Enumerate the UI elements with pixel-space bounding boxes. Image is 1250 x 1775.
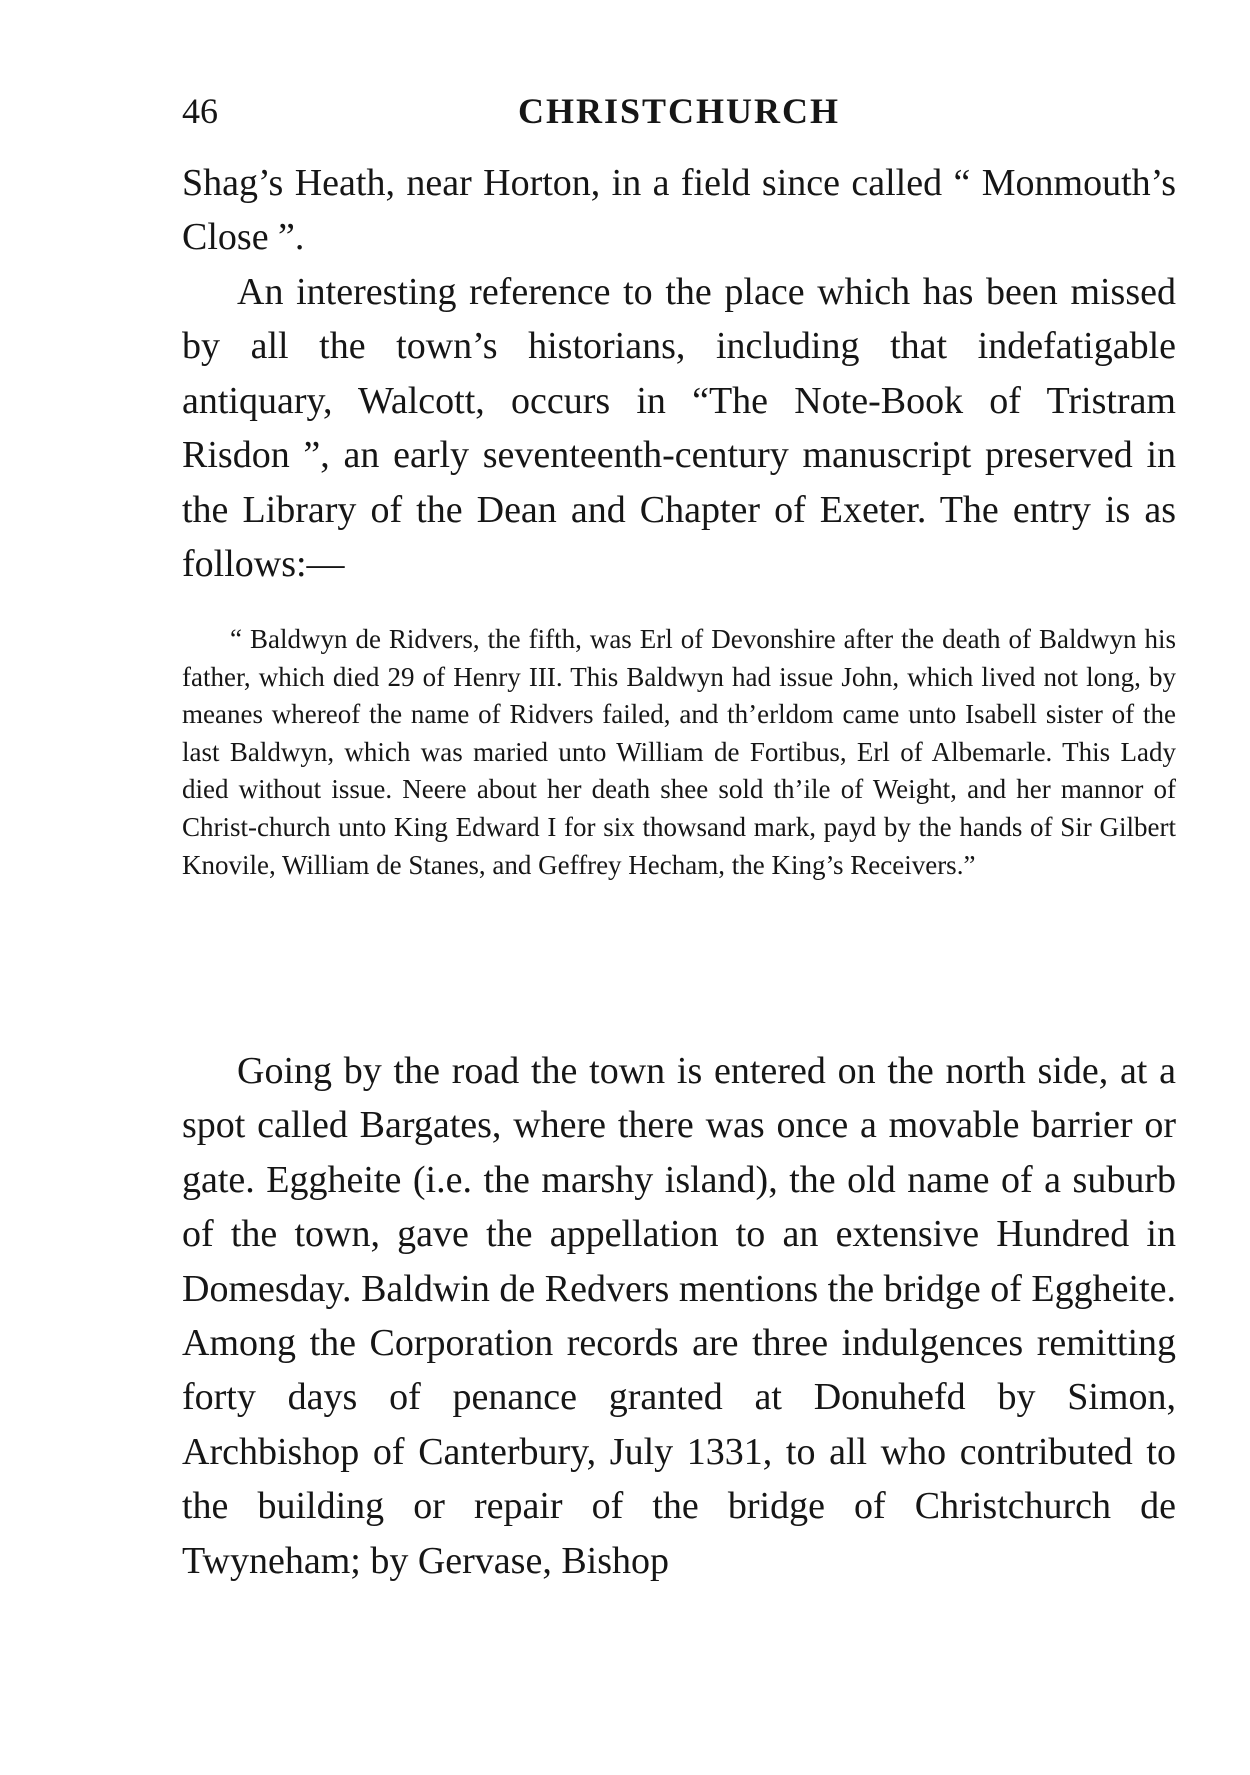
paragraph-continuation: Shag’s Heath, near Horton, in a field since called “ Monmouth’s Close ”.	[182, 162, 1176, 259]
page-header	[182, 86, 1176, 136]
page-number: 46	[182, 91, 218, 131]
block-quote-risdon-entry: “ Baldwyn de Ridvers, the fifth, was Erl of Devonshire after the death of Baldwyn his father, which died 29 of Henry III. This Baldwyn had issue John, which lived not long, by meanes whereof the name of Ridvers failed, and th’erldom came unto Isabell sister of the last Baldwyn, which was maried unto William de Fortibus, Erl of Albemarle. This Lady died without issue. Neere about her death shee sold th’ile of Weight, and her mannor of Christ-church unto King Edward I for six thowsand mark, payd by the hands of Sir Gilbert Knovile, William de Stanes, and Geffrey Hecham, the King’s Receivers.”	[182, 624, 1176, 880]
paragraph-risdon-reference: An interesting reference to the place which has been missed by all the town’s historians, including that indefatigable antiquary, Walcott, occurs in “The Note-Book of Tristram Risdon ”, an early seventeenth-century manuscript preserved in the Library of the Dean and Chapter of Exeter. The entry is as follows:—	[182, 271, 1176, 586]
running-title: CHRISTCHURCH	[517, 91, 841, 131]
paragraph-bargates: Going by the road the town is entered on the north side, at a spot called Bargates, where there was once a movable barrier or gate. Eggheite (i.e. the marshy island), the old name of a suburb of the town, gave the appellation to an extensive Hundred in Domesday. Baldwin de Redvers mentions the bridge of Eggheite. Among the Corporation records are three indulgences remitting forty days of penance granted at Donuhefd by Simon, Archbishop of Canterbury, July 1331, to all who contributed to the building or repair of the bridge of Christchurch de Twyneham; by Gervase, Bishop	[182, 1050, 1176, 1582]
